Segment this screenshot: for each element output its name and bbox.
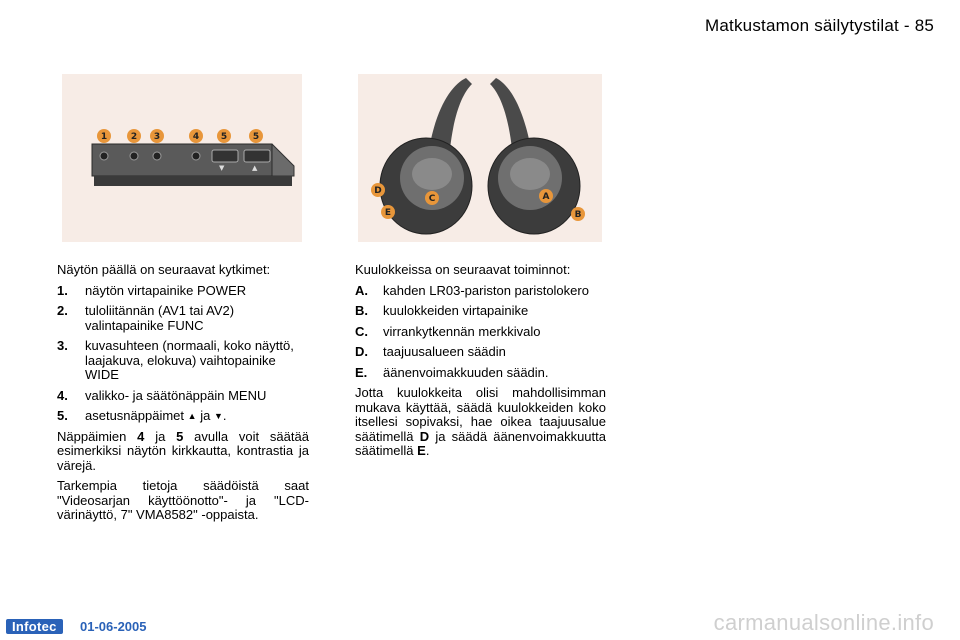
para-text: Jotta kuulokkeita olisi mahdollisimman mukava käyttää, säädä kuulokkeiden koko itsellesi sopivaksi, hae oikea taajuusalue säätimellä <box>355 385 606 444</box>
up-arrow-icon: ▲ <box>187 411 197 421</box>
left-paragraph-2: Tarkempia tietoja säädöistä saat "Videosarjan käyttöönotto"- ja "LCD-värinäyttö, 7" VMA8582" -oppaista. <box>57 478 309 522</box>
list-item <box>57 389 309 404</box>
headphones-illustration <box>358 74 602 242</box>
para-bold: 5 <box>176 428 184 444</box>
para-text: ja säädä äänenvoimakkuutta säätimellä <box>355 428 606 458</box>
item-text: kuvasuhteen (normaali, koko näyttö, laajakuva, elokuva) vaihtopainike WIDE <box>85 338 294 382</box>
item-letter: A. <box>355 282 368 298</box>
left-intro: Näytön päällä on seuraavat kytkimet: <box>57 262 271 277</box>
item-text: tuloliitännän (AV1 tai AV2) valintapainike FUNC <box>85 303 235 333</box>
page-header-title: Matkustamon säilytystilat - 85 <box>705 16 934 35</box>
callout-label: E <box>384 208 392 218</box>
item-text-before: asetusnäppäimet <box>85 408 185 423</box>
callout-label: 5 <box>220 132 228 142</box>
svg-text:▼: ▼ <box>219 164 225 172</box>
item-letter: C. <box>355 323 368 339</box>
item-letter: B. <box>355 303 368 318</box>
item-letter: E. <box>355 364 368 380</box>
infotec-logo: Infotec <box>6 619 63 634</box>
item-text: virrankytkennän merkkivalo <box>383 323 541 339</box>
screen-controls-figure <box>62 74 302 242</box>
para-bold: D <box>419 428 430 444</box>
item-text: taajuusalueen säädin <box>383 344 506 359</box>
left-text-column <box>57 263 309 529</box>
callout-label: 2 <box>130 132 138 142</box>
item-text: näytön virtapainike POWER <box>85 282 247 298</box>
callout-label: 3 <box>153 132 161 142</box>
item-text: kahden LR03-pariston paristolokero <box>383 282 589 298</box>
right-text-column <box>355 263 606 465</box>
headphones-figure <box>358 74 602 242</box>
right-paragraph <box>355 386 606 459</box>
list-item <box>355 366 606 381</box>
item-letter: D. <box>355 344 368 359</box>
watermark: carmanualsonline.info <box>713 610 934 635</box>
para-text: ja <box>155 428 166 444</box>
list-item <box>57 339 309 383</box>
para-bold: E <box>417 443 426 458</box>
item-number: 1. <box>57 282 68 298</box>
item-text <box>85 409 309 424</box>
item-text-mid: ja <box>200 408 211 423</box>
callout-label: B <box>574 210 582 220</box>
para-bold: 4 <box>137 428 145 444</box>
callout-label: 5 <box>252 132 260 142</box>
list-item <box>57 409 309 424</box>
list-item <box>355 345 606 360</box>
left-paragraph-1 <box>57 430 309 474</box>
list-item <box>355 284 606 299</box>
para-text: Näppäimien <box>57 428 127 444</box>
screen-controls-illustration <box>62 74 302 242</box>
callout-label: D <box>374 186 382 196</box>
down-arrow-icon: ▼ <box>213 411 223 421</box>
item-text: äänenvoimakkuuden säädin. <box>383 364 549 380</box>
list-item <box>355 304 606 319</box>
footer-date: 01-06-2005 <box>80 619 147 634</box>
list-item <box>57 284 309 299</box>
callout-label: 1 <box>100 132 108 142</box>
list-item <box>355 325 606 340</box>
item-number: 2. <box>57 303 68 318</box>
callout-label: A <box>542 192 550 202</box>
svg-text:▲: ▲ <box>252 164 258 172</box>
item-text: kuulokkeiden virtapainike <box>383 303 529 318</box>
item-text: valikko- ja säätönäppäin MENU <box>85 387 267 403</box>
para-text: avulla voit säätää esimerkiksi näytön kirkkautta, kontrastia ja värejä. <box>57 428 309 473</box>
callout-label: 4 <box>192 132 200 142</box>
item-number: 3. <box>57 338 68 353</box>
item-text-after: . <box>222 408 227 423</box>
para-text: . <box>425 443 430 458</box>
item-number: 5. <box>57 408 68 423</box>
callout-label: C <box>428 194 436 204</box>
list-item <box>57 304 309 333</box>
item-number: 4. <box>57 387 68 403</box>
right-intro: Kuulokkeissa on seuraavat toiminnot: <box>355 262 571 277</box>
